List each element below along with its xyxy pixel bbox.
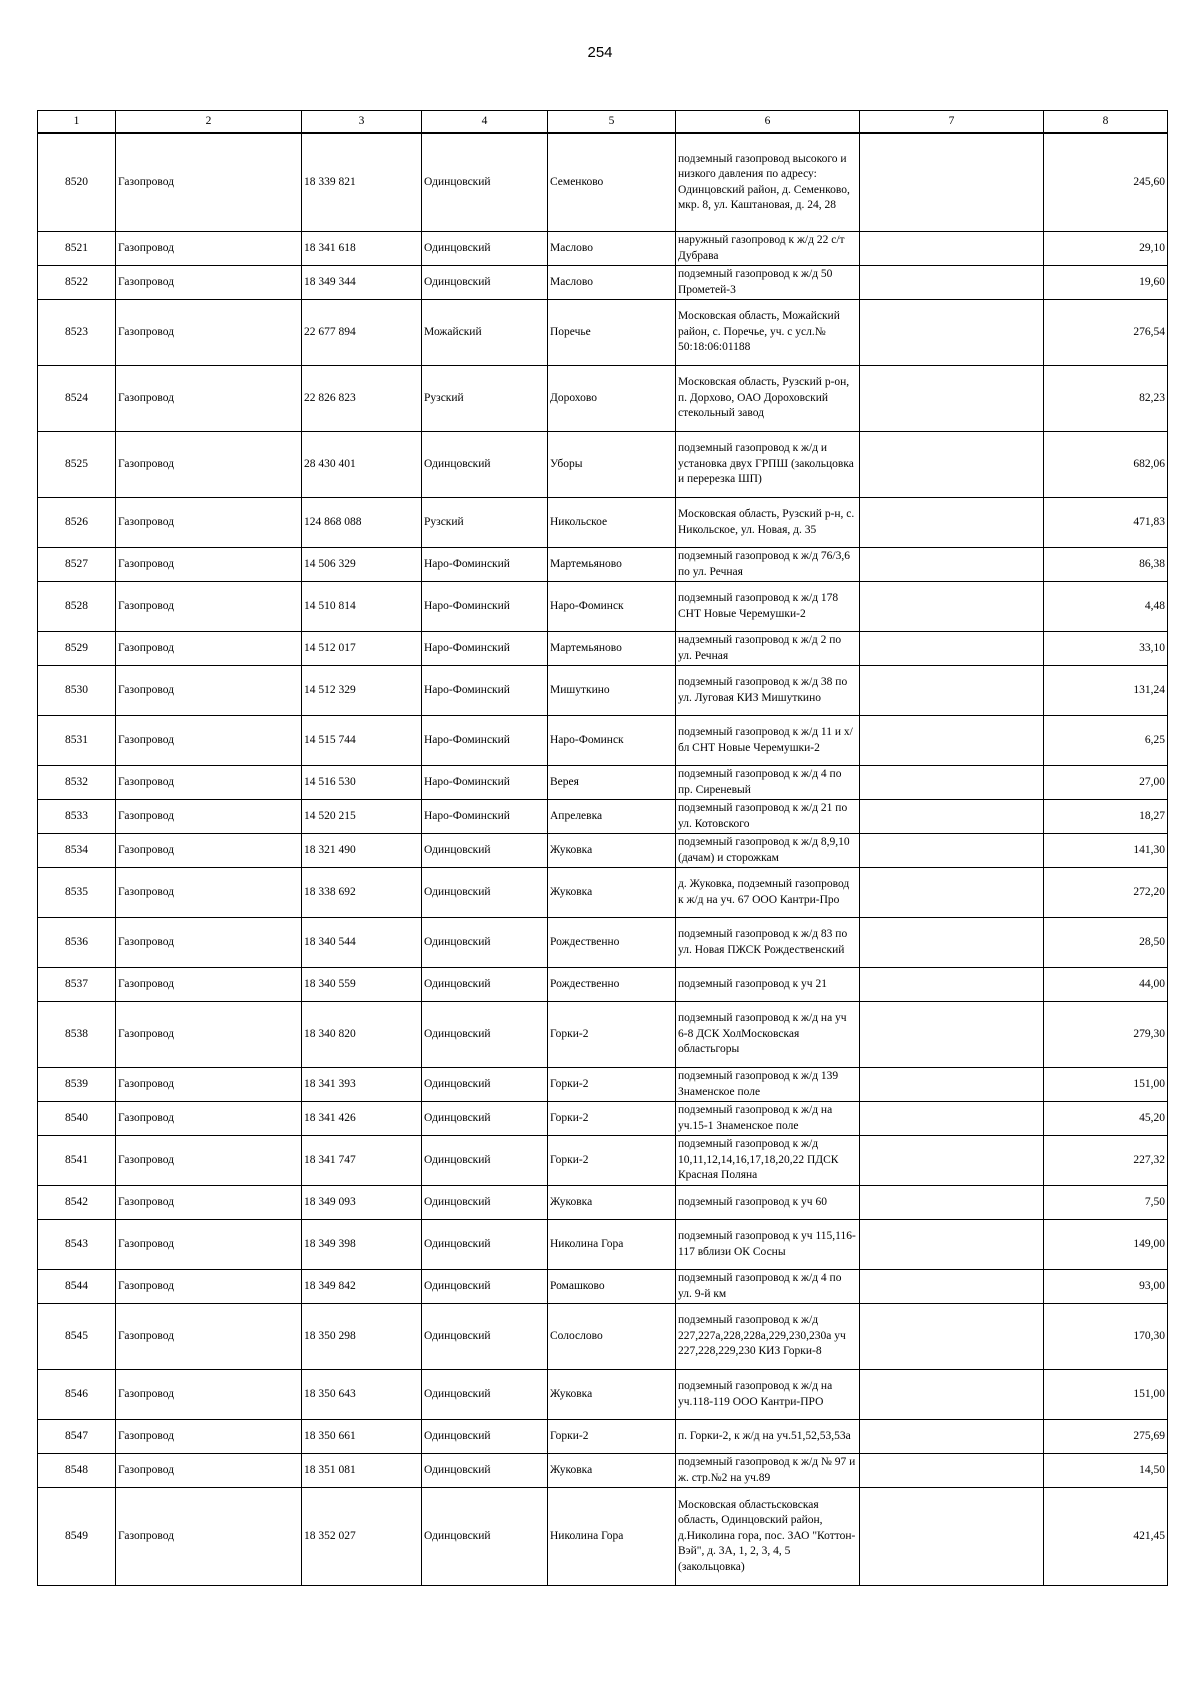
header-row bbox=[38, 111, 1168, 134]
description-cell: подземный газопровод к ж/д № 97 и ж. стр.№2 на уч.89 bbox=[676, 1454, 860, 1488]
locality-cell: Жуковка bbox=[548, 868, 676, 918]
note-cell bbox=[860, 300, 1044, 366]
code-cell: 14 520 215 bbox=[302, 800, 422, 834]
locality-cell: Солослово bbox=[548, 1304, 676, 1370]
value-cell: 151,00 bbox=[1044, 1068, 1168, 1102]
row-number-cell: 8545 bbox=[38, 1304, 116, 1370]
row-number-cell: 8549 bbox=[38, 1488, 116, 1586]
code-cell: 18 338 692 bbox=[302, 868, 422, 918]
table-row bbox=[38, 133, 1168, 232]
table-body bbox=[38, 133, 1168, 1586]
object-type-cell: Газопровод bbox=[116, 1420, 302, 1454]
description-cell: подземный газопровод к ж/д на уч.118-119 ООО Кантри-ПРО bbox=[676, 1370, 860, 1420]
locality-cell: Наро-Фоминск bbox=[548, 716, 676, 766]
note-cell bbox=[860, 1420, 1044, 1454]
row-number-cell: 8535 bbox=[38, 868, 116, 918]
description-cell: наружный газопровод к ж/д 22 с/т Дубрава bbox=[676, 232, 860, 266]
table-row bbox=[38, 800, 1168, 834]
note-cell bbox=[860, 1102, 1044, 1136]
row-number-cell: 8548 bbox=[38, 1454, 116, 1488]
object-type-cell: Газопровод bbox=[116, 498, 302, 548]
note-cell bbox=[860, 834, 1044, 868]
object-type-cell: Газопровод bbox=[116, 766, 302, 800]
value-cell: 86,38 bbox=[1044, 548, 1168, 582]
row-number-cell: 8541 bbox=[38, 1136, 116, 1186]
note-cell bbox=[860, 133, 1044, 232]
table-row bbox=[38, 548, 1168, 582]
locality-cell: Горки-2 bbox=[548, 1068, 676, 1102]
value-cell: 44,00 bbox=[1044, 968, 1168, 1002]
value-cell: 151,00 bbox=[1044, 1370, 1168, 1420]
value-cell: 272,20 bbox=[1044, 868, 1168, 918]
note-cell bbox=[860, 432, 1044, 498]
code-cell: 18 352 027 bbox=[302, 1488, 422, 1586]
table-row bbox=[38, 1454, 1168, 1488]
description-cell: подземный газопровод к ж/д 50 Прометей-3 bbox=[676, 266, 860, 300]
locality-cell: Рождественно bbox=[548, 918, 676, 968]
code-cell: 14 512 329 bbox=[302, 666, 422, 716]
district-cell: Наро-Фоминский bbox=[422, 548, 548, 582]
description-cell: подземный газопровод к ж/д 76/3,6 по ул. Речная bbox=[676, 548, 860, 582]
code-cell: 14 516 530 bbox=[302, 766, 422, 800]
district-cell: Одинцовский bbox=[422, 1488, 548, 1586]
note-cell bbox=[860, 1220, 1044, 1270]
object-type-cell: Газопровод bbox=[116, 968, 302, 1002]
note-cell bbox=[860, 1002, 1044, 1068]
value-cell: 29,10 bbox=[1044, 232, 1168, 266]
description-cell: подземный газопровод к ж/д 11 и х/бл СНТ Новые Черемушки-2 bbox=[676, 716, 860, 766]
row-number-cell: 8534 bbox=[38, 834, 116, 868]
district-cell: Рузский bbox=[422, 498, 548, 548]
object-type-cell: Газопровод bbox=[116, 582, 302, 632]
code-cell: 14 515 744 bbox=[302, 716, 422, 766]
row-number-cell: 8522 bbox=[38, 266, 116, 300]
row-number-cell: 8543 bbox=[38, 1220, 116, 1270]
table-row bbox=[38, 1102, 1168, 1136]
object-type-cell: Газопровод bbox=[116, 1102, 302, 1136]
object-type-cell: Газопровод bbox=[116, 1270, 302, 1304]
note-cell bbox=[860, 1454, 1044, 1488]
table-row bbox=[38, 582, 1168, 632]
note-cell bbox=[860, 1270, 1044, 1304]
object-type-cell: Газопровод bbox=[116, 1220, 302, 1270]
note-cell bbox=[860, 716, 1044, 766]
page-number: 254 bbox=[587, 44, 613, 61]
district-cell: Одинцовский bbox=[422, 1420, 548, 1454]
note-cell bbox=[860, 632, 1044, 666]
district-cell: Одинцовский bbox=[422, 1102, 548, 1136]
value-cell: 4,48 bbox=[1044, 582, 1168, 632]
column-header-5: 5 bbox=[548, 111, 676, 134]
district-cell: Наро-Фоминский bbox=[422, 766, 548, 800]
value-cell: 279,30 bbox=[1044, 1002, 1168, 1068]
description-cell: подземный газопровод к ж/д 178 СНТ Новые Черемушки-2 bbox=[676, 582, 860, 632]
locality-cell: Верея bbox=[548, 766, 676, 800]
locality-cell: Маслово bbox=[548, 266, 676, 300]
row-number-cell: 8538 bbox=[38, 1002, 116, 1068]
note-cell bbox=[860, 232, 1044, 266]
note-cell bbox=[860, 498, 1044, 548]
object-type-cell: Газопровод bbox=[116, 716, 302, 766]
description-cell: подземный газопровод к ж/д 10,11,12,14,16,17,18,20,22 ПДСК Красная Поляна bbox=[676, 1136, 860, 1186]
note-cell bbox=[860, 1304, 1044, 1370]
code-cell: 18 350 298 bbox=[302, 1304, 422, 1370]
locality-cell: Горки-2 bbox=[548, 1420, 676, 1454]
value-cell: 141,30 bbox=[1044, 834, 1168, 868]
column-header-6: 6 bbox=[676, 111, 860, 134]
object-type-cell: Газопровод bbox=[116, 1488, 302, 1586]
note-cell bbox=[860, 1370, 1044, 1420]
district-cell: Наро-Фоминский bbox=[422, 716, 548, 766]
code-cell: 22 826 823 bbox=[302, 366, 422, 432]
row-number-cell: 8540 bbox=[38, 1102, 116, 1136]
note-cell bbox=[860, 918, 1044, 968]
code-cell: 18 350 643 bbox=[302, 1370, 422, 1420]
district-cell: Рузский bbox=[422, 366, 548, 432]
district-cell: Одинцовский bbox=[422, 918, 548, 968]
object-type-cell: Газопровод bbox=[116, 300, 302, 366]
table-row bbox=[38, 1270, 1168, 1304]
value-cell: 245,60 bbox=[1044, 133, 1168, 232]
table-row bbox=[38, 834, 1168, 868]
district-cell: Одинцовский bbox=[422, 834, 548, 868]
object-type-cell: Газопровод bbox=[116, 1304, 302, 1370]
district-cell: Одинцовский bbox=[422, 1304, 548, 1370]
description-cell: подземный газопровод к ж/д 38 по ул. Луговая КИЗ Мишуткино bbox=[676, 666, 860, 716]
table-row bbox=[38, 432, 1168, 498]
code-cell: 18 349 842 bbox=[302, 1270, 422, 1304]
code-cell: 28 430 401 bbox=[302, 432, 422, 498]
column-header-8: 8 bbox=[1044, 111, 1168, 134]
row-number-cell: 8529 bbox=[38, 632, 116, 666]
table-row bbox=[38, 766, 1168, 800]
district-cell: Наро-Фоминский bbox=[422, 582, 548, 632]
table-row bbox=[38, 918, 1168, 968]
row-number-cell: 8526 bbox=[38, 498, 116, 548]
object-type-cell: Газопровод bbox=[116, 1068, 302, 1102]
note-cell bbox=[860, 548, 1044, 582]
value-cell: 170,30 bbox=[1044, 1304, 1168, 1370]
row-number-cell: 8523 bbox=[38, 300, 116, 366]
code-cell: 18 351 081 bbox=[302, 1454, 422, 1488]
table-row bbox=[38, 968, 1168, 1002]
note-cell bbox=[860, 666, 1044, 716]
code-cell: 18 340 820 bbox=[302, 1002, 422, 1068]
value-cell: 471,83 bbox=[1044, 498, 1168, 548]
code-cell: 18 349 398 bbox=[302, 1220, 422, 1270]
table-row bbox=[38, 1304, 1168, 1370]
object-type-cell: Газопровод bbox=[116, 800, 302, 834]
row-number-cell: 8547 bbox=[38, 1420, 116, 1454]
table-row bbox=[38, 1220, 1168, 1270]
locality-cell: Мишуткино bbox=[548, 666, 676, 716]
row-number-cell: 8527 bbox=[38, 548, 116, 582]
note-cell bbox=[860, 582, 1044, 632]
locality-cell: Мартемьяново bbox=[548, 632, 676, 666]
code-cell: 14 506 329 bbox=[302, 548, 422, 582]
district-cell: Наро-Фоминский bbox=[422, 632, 548, 666]
code-cell: 18 341 393 bbox=[302, 1068, 422, 1102]
locality-cell: Горки-2 bbox=[548, 1002, 676, 1068]
row-number-cell: 8532 bbox=[38, 766, 116, 800]
locality-cell: Ромашково bbox=[548, 1270, 676, 1304]
object-type-cell: Газопровод bbox=[116, 1002, 302, 1068]
description-cell: Московская областьсковская область, Одинцовский район, д.Николина гора, пос. ЗАО "Коттон-Вэй", д. 3А, 1, 2, 3, 4, 5 (закольцовка) bbox=[676, 1488, 860, 1586]
table-row bbox=[38, 366, 1168, 432]
value-cell: 227,32 bbox=[1044, 1136, 1168, 1186]
object-type-cell: Газопровод bbox=[116, 432, 302, 498]
table-row bbox=[38, 1370, 1168, 1420]
description-cell: подземный газопровод к уч 115,116-117 вблизи ОК Сосны bbox=[676, 1220, 860, 1270]
district-cell: Одинцовский bbox=[422, 1270, 548, 1304]
table-row bbox=[38, 266, 1168, 300]
locality-cell: Жуковка bbox=[548, 834, 676, 868]
district-cell: Одинцовский bbox=[422, 432, 548, 498]
locality-cell: Маслово bbox=[548, 232, 676, 266]
description-cell: надземный газопровод к ж/д 2 по ул. Речная bbox=[676, 632, 860, 666]
object-type-cell: Газопровод bbox=[116, 232, 302, 266]
code-cell: 18 341 618 bbox=[302, 232, 422, 266]
description-cell: подземный газопровод к ж/д и установка двух ГРПШ (закольцовка и перерезка ШП) bbox=[676, 432, 860, 498]
description-cell: подземный газопровод к ж/д на уч 6-8 ДСК ХолМосковская областьгоры bbox=[676, 1002, 860, 1068]
locality-cell: Наро-Фоминск bbox=[548, 582, 676, 632]
description-cell: подземный газопровод к ж/д 83 по ул. Новая ПЖСК Рождественский bbox=[676, 918, 860, 968]
value-cell: 27,00 bbox=[1044, 766, 1168, 800]
table-row bbox=[38, 868, 1168, 918]
district-cell: Можайский bbox=[422, 300, 548, 366]
row-number-cell: 8530 bbox=[38, 666, 116, 716]
district-cell: Одинцовский bbox=[422, 1068, 548, 1102]
note-cell bbox=[860, 1136, 1044, 1186]
value-cell: 19,60 bbox=[1044, 266, 1168, 300]
locality-cell: Жуковка bbox=[548, 1454, 676, 1488]
column-header-7: 7 bbox=[860, 111, 1044, 134]
code-cell: 22 677 894 bbox=[302, 300, 422, 366]
description-cell: Московская область, Можайский район, с. Поречье, уч. с усл.№ 50:18:06:01188 bbox=[676, 300, 860, 366]
row-number-cell: 8546 bbox=[38, 1370, 116, 1420]
locality-cell: Мартемьяново bbox=[548, 548, 676, 582]
description-cell: подземный газопровод к ж/д 21 по ул. Котовского bbox=[676, 800, 860, 834]
value-cell: 682,06 bbox=[1044, 432, 1168, 498]
column-header-4: 4 bbox=[422, 111, 548, 134]
object-type-cell: Газопровод bbox=[116, 666, 302, 716]
description-cell: подземный газопровод к уч 60 bbox=[676, 1186, 860, 1220]
district-cell: Одинцовский bbox=[422, 1002, 548, 1068]
note-cell bbox=[860, 1186, 1044, 1220]
locality-cell: Уборы bbox=[548, 432, 676, 498]
locality-cell: Горки-2 bbox=[548, 1136, 676, 1186]
object-type-cell: Газопровод bbox=[116, 632, 302, 666]
locality-cell: Поречье bbox=[548, 300, 676, 366]
code-cell: 14 510 814 bbox=[302, 582, 422, 632]
district-cell: Одинцовский bbox=[422, 1370, 548, 1420]
note-cell bbox=[860, 266, 1044, 300]
note-cell bbox=[860, 366, 1044, 432]
object-type-cell: Газопровод bbox=[116, 918, 302, 968]
value-cell: 131,24 bbox=[1044, 666, 1168, 716]
object-type-cell: Газопровод bbox=[116, 1370, 302, 1420]
registry-table bbox=[37, 110, 1168, 1586]
locality-cell: Николина Гора bbox=[548, 1220, 676, 1270]
note-cell bbox=[860, 1488, 1044, 1586]
locality-cell: Жуковка bbox=[548, 1370, 676, 1420]
district-cell: Одинцовский bbox=[422, 1454, 548, 1488]
object-type-cell: Газопровод bbox=[116, 834, 302, 868]
value-cell: 7,50 bbox=[1044, 1186, 1168, 1220]
note-cell bbox=[860, 968, 1044, 1002]
value-cell: 6,25 bbox=[1044, 716, 1168, 766]
code-cell: 18 350 661 bbox=[302, 1420, 422, 1454]
description-cell: подземный газопровод к ж/д 8,9,10 (дачам) и сторожкам bbox=[676, 834, 860, 868]
table-row bbox=[38, 232, 1168, 266]
code-cell: 18 341 426 bbox=[302, 1102, 422, 1136]
object-type-cell: Газопровод bbox=[116, 366, 302, 432]
row-number-cell: 8521 bbox=[38, 232, 116, 266]
description-cell: подземный газопровод к ж/д 139 Знаменское поле bbox=[676, 1068, 860, 1102]
table-row bbox=[38, 498, 1168, 548]
locality-cell: Жуковка bbox=[548, 1186, 676, 1220]
table-row bbox=[38, 666, 1168, 716]
code-cell: 18 340 544 bbox=[302, 918, 422, 968]
table-row bbox=[38, 1068, 1168, 1102]
locality-cell: Горки-2 bbox=[548, 1102, 676, 1136]
row-number-cell: 8525 bbox=[38, 432, 116, 498]
object-type-cell: Газопровод bbox=[116, 1186, 302, 1220]
value-cell: 28,50 bbox=[1044, 918, 1168, 968]
locality-cell: Рождественно bbox=[548, 968, 676, 1002]
district-cell: Одинцовский bbox=[422, 1186, 548, 1220]
district-cell: Наро-Фоминский bbox=[422, 800, 548, 834]
column-header-1: 1 bbox=[38, 111, 116, 134]
table-row bbox=[38, 1002, 1168, 1068]
district-cell: Одинцовский bbox=[422, 133, 548, 232]
row-number-cell: 8537 bbox=[38, 968, 116, 1002]
value-cell: 82,23 bbox=[1044, 366, 1168, 432]
value-cell: 149,00 bbox=[1044, 1220, 1168, 1270]
district-cell: Одинцовский bbox=[422, 266, 548, 300]
table-row bbox=[38, 716, 1168, 766]
code-cell: 18 321 490 bbox=[302, 834, 422, 868]
table-row bbox=[38, 632, 1168, 666]
value-cell: 421,45 bbox=[1044, 1488, 1168, 1586]
object-type-cell: Газопровод bbox=[116, 868, 302, 918]
row-number-cell: 8531 bbox=[38, 716, 116, 766]
description-cell: подземный газопровод высокого и низкого давления по адресу: Одинцовский район, д. Семенково, мкр. 8, ул. Каштановая, д. 24, 28 bbox=[676, 133, 860, 232]
code-cell: 18 349 093 bbox=[302, 1186, 422, 1220]
table-row bbox=[38, 1420, 1168, 1454]
description-cell: подземный газопровод к ж/д 4 по пр. Сиреневый bbox=[676, 766, 860, 800]
table-row bbox=[38, 1136, 1168, 1186]
row-number-cell: 8536 bbox=[38, 918, 116, 968]
description-cell: д. Жуковка, подземный газопровод к ж/д на уч. 67 ООО Кантри-Про bbox=[676, 868, 860, 918]
row-number-cell: 8544 bbox=[38, 1270, 116, 1304]
description-cell: п. Горки-2, к ж/д на уч.51,52,53,53а bbox=[676, 1420, 860, 1454]
value-cell: 14,50 bbox=[1044, 1454, 1168, 1488]
district-cell: Одинцовский bbox=[422, 868, 548, 918]
note-cell bbox=[860, 766, 1044, 800]
object-type-cell: Газопровод bbox=[116, 133, 302, 232]
row-number-cell: 8533 bbox=[38, 800, 116, 834]
row-number-cell: 8520 bbox=[38, 133, 116, 232]
locality-cell: Семенково bbox=[548, 133, 676, 232]
description-cell: подземный газопровод к ж/д 4 по ул. 9-й км bbox=[676, 1270, 860, 1304]
value-cell: 45,20 bbox=[1044, 1102, 1168, 1136]
district-cell: Одинцовский bbox=[422, 1136, 548, 1186]
object-type-cell: Газопровод bbox=[116, 266, 302, 300]
description-cell: подземный газопровод к ж/д 227,227а,228,228а,229,230,230а уч 227,228,229,230 КИЗ Горки-8 bbox=[676, 1304, 860, 1370]
table-row bbox=[38, 1488, 1168, 1586]
object-type-cell: Газопровод bbox=[116, 548, 302, 582]
code-cell: 18 340 559 bbox=[302, 968, 422, 1002]
locality-cell: Дорохово bbox=[548, 366, 676, 432]
value-cell: 33,10 bbox=[1044, 632, 1168, 666]
row-number-cell: 8528 bbox=[38, 582, 116, 632]
district-cell: Наро-Фоминский bbox=[422, 666, 548, 716]
table-row bbox=[38, 300, 1168, 366]
district-cell: Одинцовский bbox=[422, 1220, 548, 1270]
district-cell: Одинцовский bbox=[422, 968, 548, 1002]
value-cell: 275,69 bbox=[1044, 1420, 1168, 1454]
value-cell: 276,54 bbox=[1044, 300, 1168, 366]
object-type-cell: Газопровод bbox=[116, 1454, 302, 1488]
code-cell: 18 341 747 bbox=[302, 1136, 422, 1186]
district-cell: Одинцовский bbox=[422, 232, 548, 266]
column-header-3: 3 bbox=[302, 111, 422, 134]
description-cell: Московская область, Рузский р-н, с. Никольское, ул. Новая, д. 35 bbox=[676, 498, 860, 548]
row-number-cell: 8524 bbox=[38, 366, 116, 432]
column-header-2: 2 bbox=[116, 111, 302, 134]
value-cell: 93,00 bbox=[1044, 1270, 1168, 1304]
description-cell: подземный газопровод к уч 21 bbox=[676, 968, 860, 1002]
note-cell bbox=[860, 868, 1044, 918]
description-cell: Московская область, Рузский р-он, п. Дорхово, ОАО Дороховский стекольный завод bbox=[676, 366, 860, 432]
row-number-cell: 8539 bbox=[38, 1068, 116, 1102]
locality-cell: Николина Гора bbox=[548, 1488, 676, 1586]
locality-cell: Никольское bbox=[548, 498, 676, 548]
row-number-cell: 8542 bbox=[38, 1186, 116, 1220]
code-cell: 18 339 821 bbox=[302, 133, 422, 232]
value-cell: 18,27 bbox=[1044, 800, 1168, 834]
locality-cell: Апрелевка bbox=[548, 800, 676, 834]
object-type-cell: Газопровод bbox=[116, 1136, 302, 1186]
code-cell: 124 868 088 bbox=[302, 498, 422, 548]
note-cell bbox=[860, 1068, 1044, 1102]
description-cell: подземный газопровод к ж/д на уч.15-1 Знаменское поле bbox=[676, 1102, 860, 1136]
code-cell: 18 349 344 bbox=[302, 266, 422, 300]
note-cell bbox=[860, 800, 1044, 834]
code-cell: 14 512 017 bbox=[302, 632, 422, 666]
table-row bbox=[38, 1186, 1168, 1220]
